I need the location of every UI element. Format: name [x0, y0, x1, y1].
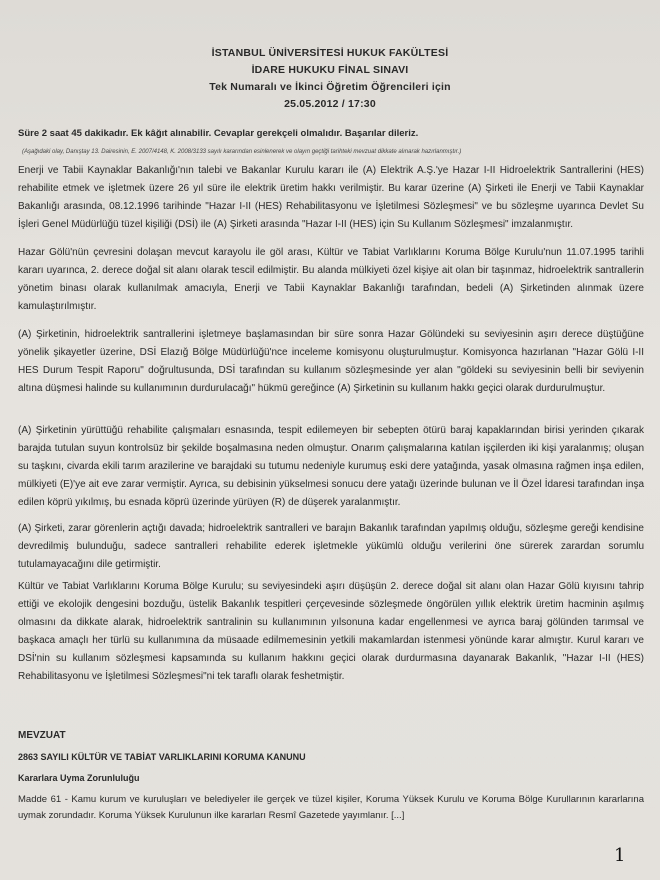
exam-audience: Tek Numaralı ve İkinci Öğretim Öğrencileri için [209, 81, 451, 93]
paragraph-2: Hazar Gölü'nün çevresini dolaşan mevcut karayolu ile göl arası, Kültür ve Tabiat Varlıklarını Koruma Bölge Kurulu'nun 11.07.1995 tarihli kararı uyarınca, 2. derece doğal sit alanı olarak tescil edilmiştir. Bu alanda mülkiyeti özel kişiye ait olan bir taşınmaz, hidroelektrik santrallerin yönetim binası olarak kullanılmak amacıyla, Enerji ve Tabii Kaynaklar Bakanlığı tarafından, bedeli (A) Şirketinden alınmak üzere kamulaştırılmıştır. [18, 247, 644, 312]
paragraph-1: Enerji ve Tabii Kaynaklar Bakanlığı'nın talebi ve Bakanlar Kurulu kararı ile (A) Elektrik A.Ş.'ye Hazar I-II Hidroelektrik Santrallerini (HES) rehabilite etmek ve işletmek üzere 26 yıl süre ile elektrik üretim hakkı verilmiştir. Bu karar üzerine (A) Şirketi ile Enerji ve Tabii Kaynaklar Bakanlığı arasında, 08.12.1996 tarihinde "Hazar I-II (HES) Rehabilitasyonu ve İşletilmesi Sözleşmesi" ve bu sözleşme uyarınca Devlet Su İşleri Genel Müdürlüğü tüzel kişiliği (DSİ) ile (A) Şirketi arasında "Hazar I-II (HES) için Su Kullanım Sözleşmesi" imzalanmıştır. [18, 165, 644, 230]
university-title: İSTANBUL ÜNİVERSİTESİ HUKUK FAKÜLTESİ [211, 47, 449, 59]
mevzuat-title: MEVZUAT [18, 730, 66, 741]
page-number: 1 [614, 845, 626, 866]
paragraph-3: (A) Şirketinin, hidroelektrik santrallerini işletmeye başlamasından bir süre sonra Hazar Gölündeki su seviyesinin aşırı derece düştüğüne yönelik şikayetler üzerine, DSİ Elazığ Bölge Müdürlüğü'nce inceleme komisyonu oluşturulmuştur. Komisyonca hazırlanan "Hazar Gölü I-II HES Durum Tespit Raporu" doğrultusunda, DSİ tarafından su kullanım sözleşmesinde yer alan "göldeki su seviyesinin belli bir seviyenin altına düşmesi halinde su kullanımının durdurulacağı" hükmü gereğince (A) Şirketinin su kullanım hakkı geçici olarak durdurulmuştur. [18, 329, 644, 394]
source-note: (Aşağıdaki olay, Danıştay 13. Dairesinin, E. 2007/4148, K. 2008/3133 sayılı kararından esinlenerek ve olayın geçtiği tarihteki mevzuat dikkate alınarak hazırlanmıştır.) [22, 149, 462, 155]
exam-title: İDARE HUKUKU FİNAL SINAVI [251, 64, 409, 76]
exam-instructions: Süre 2 saat 45 dakikadır. Ek kâğıt alınabilir. Cevaplar gerekçeli olmalıdır. Başarılar dileriz. [18, 128, 419, 139]
paragraph-4: (A) Şirketinin yürüttüğü rehabilite çalışmaları esnasında, tespit edilemeyen bir sebepten ötürü baraj kapaklarından birisi yerinden çıkarak barajda tutulan suyun kontrolsüz bir şekilde boşalmasına neden olmuştur. Onarım çalışmalarına katılan işçilerden iki kişi yaralanmış; oluşan su taşkını, civarda ekili tarım arazilerine ve barajdaki su tutumu nedeniyle kurumuş eski dere yatağında, yasak olmasına rağmen inşa edilen, mülkiyeti (E)'ye ait eve zarar vermiştir. Ayrıca, su debisinin yükselmesi sonucu dere yatağı üzerinde bulunan ve İl Özel İdaresi tarafından inşa edilen köprü yıkılmış, bu esnada köprü üzerinde yürüyen (R) de düşerek yaralanmıştır. [18, 425, 644, 508]
exam-date: 25.05.2012 / 17:30 [284, 98, 376, 110]
law-title: 2863 SAYILI KÜLTÜR VE TABİAT VARLIKLARINI KORUMA KANUNU [18, 752, 306, 762]
paragraph-5: (A) Şirketi, zarar görenlerin açtığı davada; hidroelektrik santralleri ve barajın Bakanlık tarafından yapılmış olduğu, sözleşme gereği kendisine devredilmiş bulunduğu, sadece santralleri rehabilite ederek işletmekle yükümlü olduğu verilerini öne sürerek zarardan sorumlu tutulamayacağını dile getirmiştir. [18, 523, 644, 570]
paragraph-6: Kültür ve Tabiat Varlıklarını Koruma Bölge Kurulu; su seviyesindeki aşırı düşüşün 2. derece doğal sit alanı olan Hazar Gölü kıyısını tahrip ettiği ve ekolojik dengesini bozduğu, üstelik Bakanlık tespitleri çerçevesinde sözleşmede öngörülen yıllık elektrik üretim hacminin aşılmış olmasını da dikkate alarak, hidroelektrik santralinin su kullanımının yılsonuna kadar engellenmesi ve ayrıca baraj gölünden tarımsal ve başkaca amaçlı her türlü su kullanımına da müsaade edilmemesinin yetkili makamlardan istenmesi yönünde karar almıştır. Kurul kararı ve DSİ'nin su kullanım sözleşmesi kapsamında su kullanım hakkını geçici olarak durdurmasına dayanarak Bakanlık, "Hazar I-II (HES) Rehabilitasyonu ve İşletilmesi Sözleşmesi"ni tek taraflı olarak feshetmiştir. [18, 581, 644, 682]
article-61: Madde 61 - Kamu kurum ve kuruluşları ve belediyeler ile gerçek ve tüzel kişiler, Koruma Yüksek Kurulu ve Koruma Bölge Kurullarının kararlarına uymak zorundadır. Koruma Yüksek Kurulunun ilke kararları Resmî Gazetede yayımlanır. [...] [18, 794, 644, 821]
article-subtitle: Kararlara Uyma Zorunluluğu [18, 773, 140, 783]
